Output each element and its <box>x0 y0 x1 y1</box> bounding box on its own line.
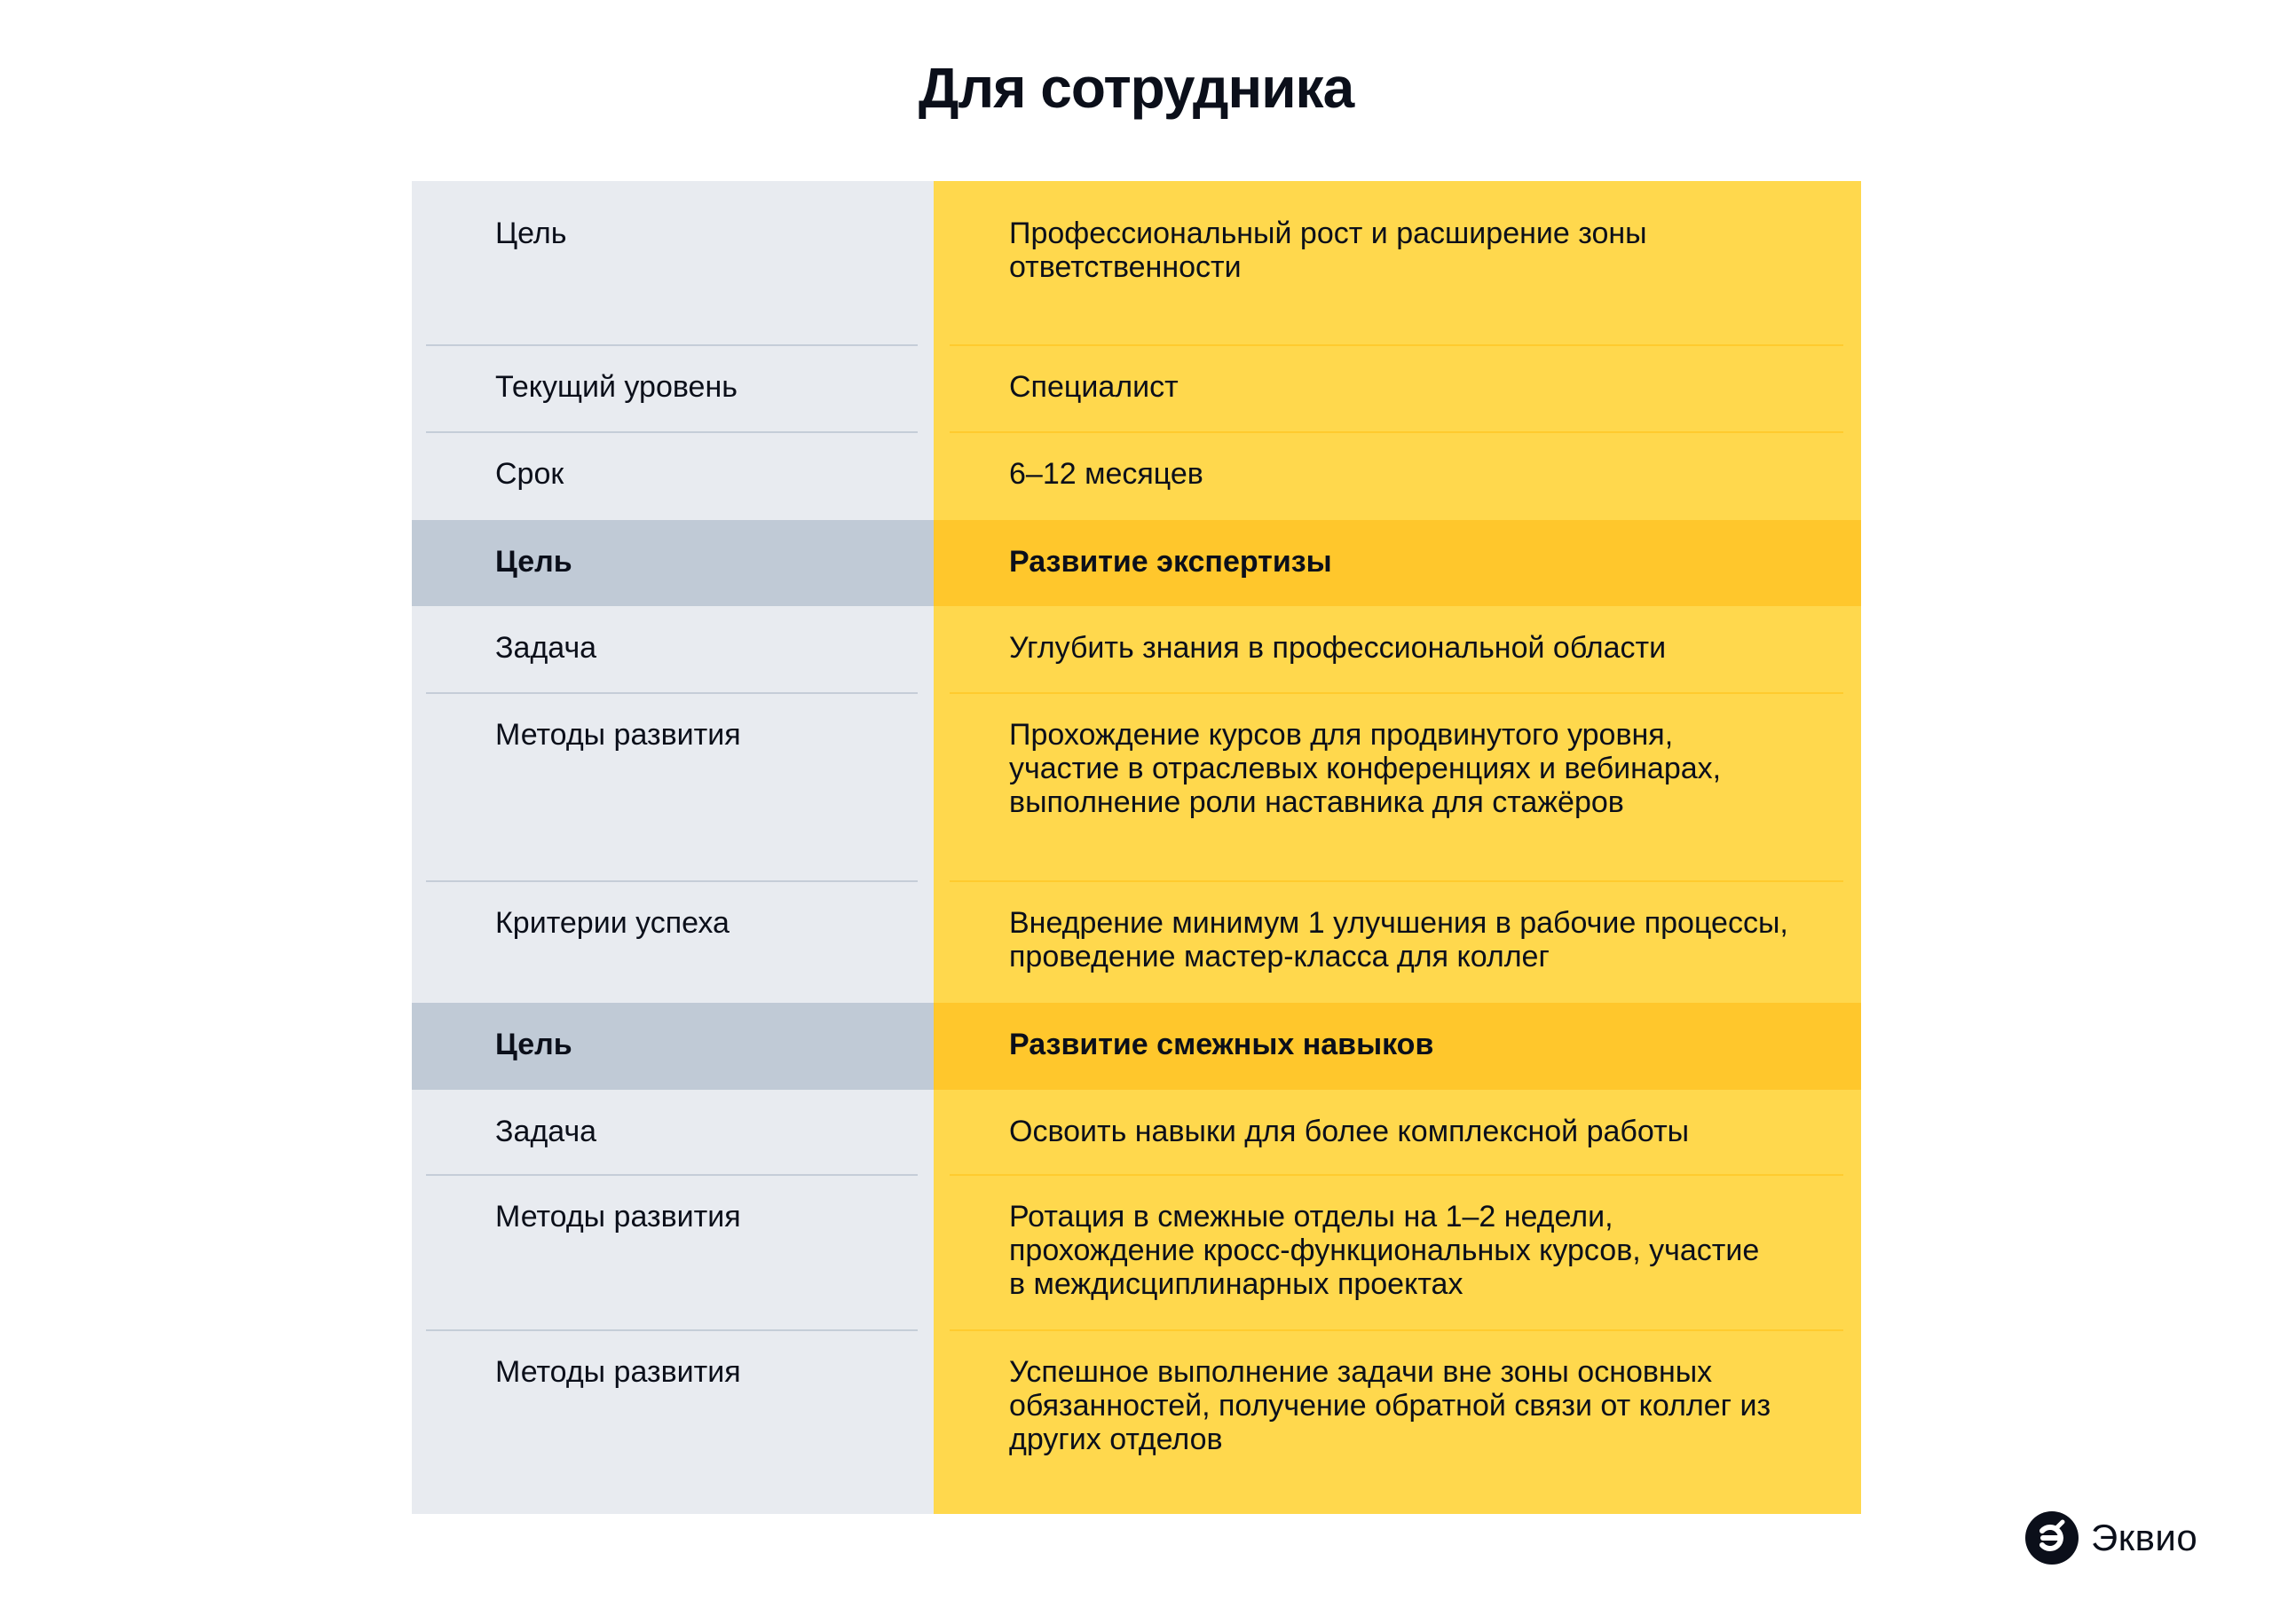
row-label: Критерии успеха <box>495 906 730 940</box>
section-header-label: Цель <box>412 1003 934 1090</box>
row-value: 6–12 месяцев <box>1009 457 1203 491</box>
row-label: Методы развития <box>495 1200 741 1234</box>
row-value: Углубить знания в профессиональной области <box>1009 631 1667 665</box>
row-label: Текущий уровень <box>495 370 738 404</box>
row-label: Цель <box>495 217 567 250</box>
row-label: Задача <box>495 631 597 665</box>
section-header-row <box>412 520 1861 606</box>
ekvio-logo-icon <box>2025 1511 2079 1565</box>
section-header-label: Цель <box>412 520 934 606</box>
table-row <box>412 432 1861 520</box>
row-value: Освоить навыки для более комплексной работы <box>1009 1115 1690 1148</box>
table-row <box>412 181 1861 345</box>
brand-logo <box>2025 1510 2197 1565</box>
table-row <box>412 606 1861 693</box>
row-value: Профессиональный рост и расширение зоны ответственности <box>1009 217 1647 284</box>
table-row <box>412 1330 1861 1514</box>
row-label: Срок <box>495 457 564 491</box>
row-label: Методы развития <box>495 718 741 752</box>
row-label: Методы развития <box>495 1355 741 1389</box>
row-value: Прохождение курсов для продвинутого уровня, участие в отраслевых конференциях и вебинарах, выполнение роли наставника для стажёров <box>1009 718 1722 819</box>
section-header-value: Развитие экспертизы <box>934 520 1861 606</box>
table-row <box>412 345 1861 432</box>
row-value: Успешное выполнение задачи вне зоны основных обязанностей, получение обратной связи от коллег из других отделов <box>1009 1355 1771 1456</box>
brand-name: Эквио <box>2091 1517 2198 1558</box>
table-row <box>412 693 1861 881</box>
row-value: Ротация в смежные отделы на 1–2 недели, прохождение кросс-функциональных курсов, участие в междисциплинарных проектах <box>1009 1200 1760 1301</box>
page-title: Для сотрудника <box>918 56 1354 120</box>
table-row <box>412 1090 1861 1175</box>
table-row <box>412 881 1861 1003</box>
section-header-row <box>412 1003 1861 1090</box>
development-plan-table <box>412 181 1861 1514</box>
row-label: Задача <box>495 1115 597 1148</box>
section-header-value: Развитие смежных навыков <box>934 1003 1861 1090</box>
table-row <box>412 1175 1861 1330</box>
row-value: Внедрение минимум 1 улучшения в рабочие процессы, проведение мастер-класса для коллег <box>1009 906 1788 974</box>
row-value: Специалист <box>1009 370 1179 404</box>
